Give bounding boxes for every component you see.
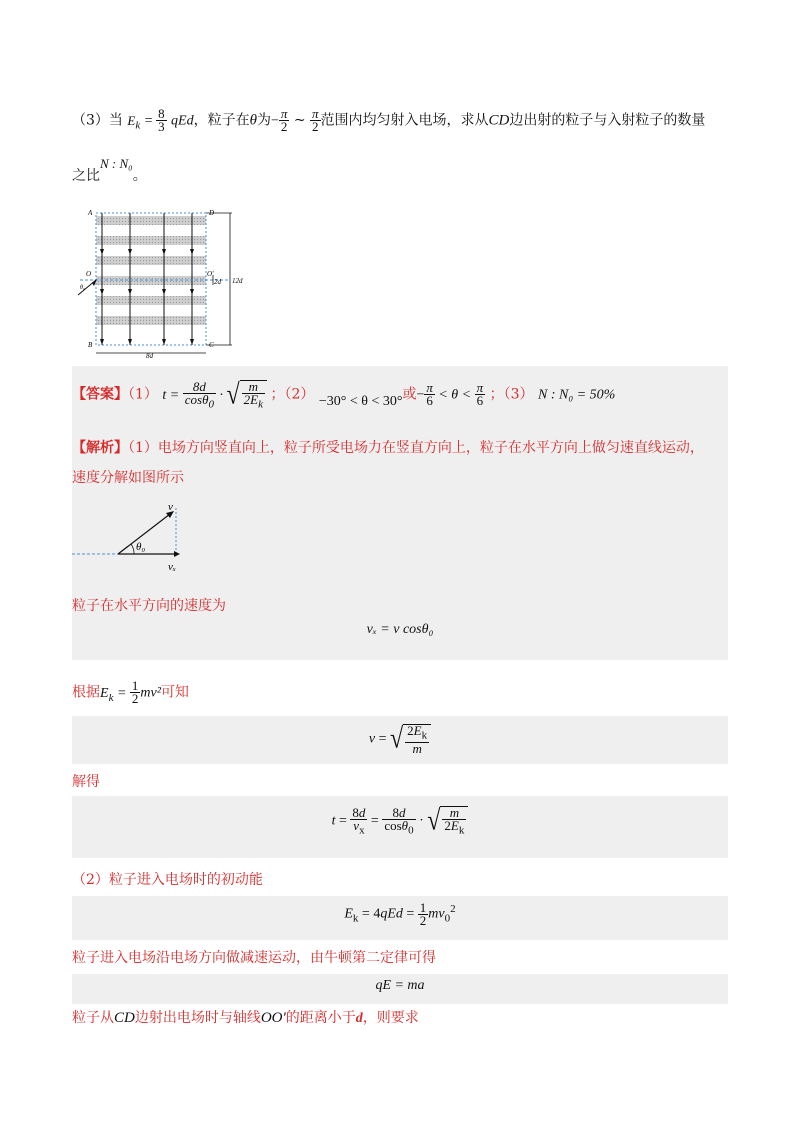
q3-t4: 边出射的粒子与入射粒子的数量 [509,112,706,129]
label-d: D [209,209,215,217]
label-c: C [209,341,214,349]
q3-t1: ，粒子在 [193,112,250,129]
label-8d: 8d [146,352,153,360]
label-theta0: θ₀ [80,285,86,291]
label-12d: 12d [232,277,243,285]
analysis-ek-line: 根据$E_k$ = $\frac{1}{2}$ mv²可知 [72,678,189,706]
q3-pos-pi2: $\frac{\pi}{2}$ [312,106,319,134]
velocity-diagram [72,500,184,576]
answer-or: 或 [402,386,417,403]
analysis-p2: （2）粒子进入电场时的初动能 [72,872,263,888]
q3-tilde: ~ [293,112,306,129]
q3-line2-suffix: 。 [132,168,147,184]
q3-qed: qEd [171,113,194,129]
question-3-line2 [72,156,147,186]
q3-cd: CD [488,112,510,129]
label-o: O [86,270,92,278]
answer-3: N : N₀ = 50% [537,387,616,403]
eq-v: v = √ $\frac{2E_k}{m}$ [72,724,728,755]
analysis-p1 [72,438,728,458]
q3-t2: 为 [256,112,271,129]
eq-vx: vₓ = v cosθ₀ [366,622,434,637]
answer-line: 【答案】（1） t = $\frac{8d}{\cos\theta_0}$ · √ $\frac{m}{2E_k}$ ；（2） −30° < θ < 30°或− $\frac{\pi}{6}$ < θ < $\frac{\pi}{6}$ ；（3） N : N₀ = 50% [72,378,616,411]
analysis-p1-text2: 速度分解如图所示 [72,470,184,486]
last-b: 边射出电场时与轴线 [134,1010,261,1026]
q3-neg-pi2: $\frac{\pi}{2}$ [280,106,288,134]
field-bands [96,216,206,325]
vel-vx-label: vₓ [168,561,177,573]
vel-theta0-label: θ₀ [136,541,146,553]
field-diagram [70,205,250,360]
last-c: 的距离小于 [285,1010,356,1026]
analysis-s-vx: 粒子在水平方向的速度为 [72,598,226,614]
analysis-newton: 粒子进入电场沿电场方向做减速运动，由牛顿第二定律可得 [72,950,436,966]
answer-2a: −30° < θ < 30° [318,393,403,409]
eq-t: t = $\frac{8d}{v_x}$ = $\frac{8d}{\cos\theta_0}$ · √ $\frac{m}{2E_k}$ [72,806,728,837]
answer-tag: 【答案】 [72,386,128,403]
label-b: B [88,341,93,349]
answer-sep2: ；（3） [489,386,534,403]
analysis-solve: 解得 [72,774,100,790]
q3-theta: θ [249,112,257,129]
vel-v-label: v [168,501,173,513]
label-o-prime: O′ [207,270,214,278]
last-d: d [355,1011,363,1026]
analysis-last-line [72,1008,728,1029]
eq-ek: $E_k = 4qEd$ = $\frac{1}{2}$ $mv_0^2$ [344,900,456,928]
last-oo: OO′ [260,1010,286,1026]
last-a: 粒子从 [72,1010,114,1026]
analysis-ek-suffix: 可知 [160,684,189,701]
last-e: ，则要求 [362,1010,419,1026]
label-2d: 2d [214,278,221,286]
answer-sep1: ；（2） [270,386,315,403]
eq-newton: qE = ma [375,978,425,993]
q3-ek: $E_k$ [127,112,141,132]
analysis-tag: 【解析】 [72,440,128,456]
q3-ratio: N : N₀ [100,156,133,171]
answer-1: t = $\frac{8d}{\cos\theta_0}$ · √ $\frac{m}{2E_k}$ [162,388,270,403]
last-cd: CD [114,1010,135,1026]
q3-line2-prefix: 之比 [72,168,100,184]
label-a: A [88,209,93,217]
analysis-ek-prefix: 根据 [72,684,100,701]
q3-prefix: （3）当 [72,112,123,129]
q3-t3: 范围内均匀射入电场，求从 [320,112,489,129]
analysis-p1-text: （1）电场方向竖直向上，粒子所受电场力在竖直方向上，粒子在水平方向上做匀速直线运动， [128,440,704,456]
answer-p1: （1） [128,386,158,403]
q3-frac: $\frac{8}{3}$ [158,106,165,134]
question-3-line1: （3）当 $E_k$ = $\frac{8}{3}$ qEd，粒子在θ为− $\frac{\pi}{2}$ ~ $\frac{\pi}{2}$ 范围内均匀射入电场，求从CD边出射的粒子与入射粒子的数量 [72,106,706,134]
